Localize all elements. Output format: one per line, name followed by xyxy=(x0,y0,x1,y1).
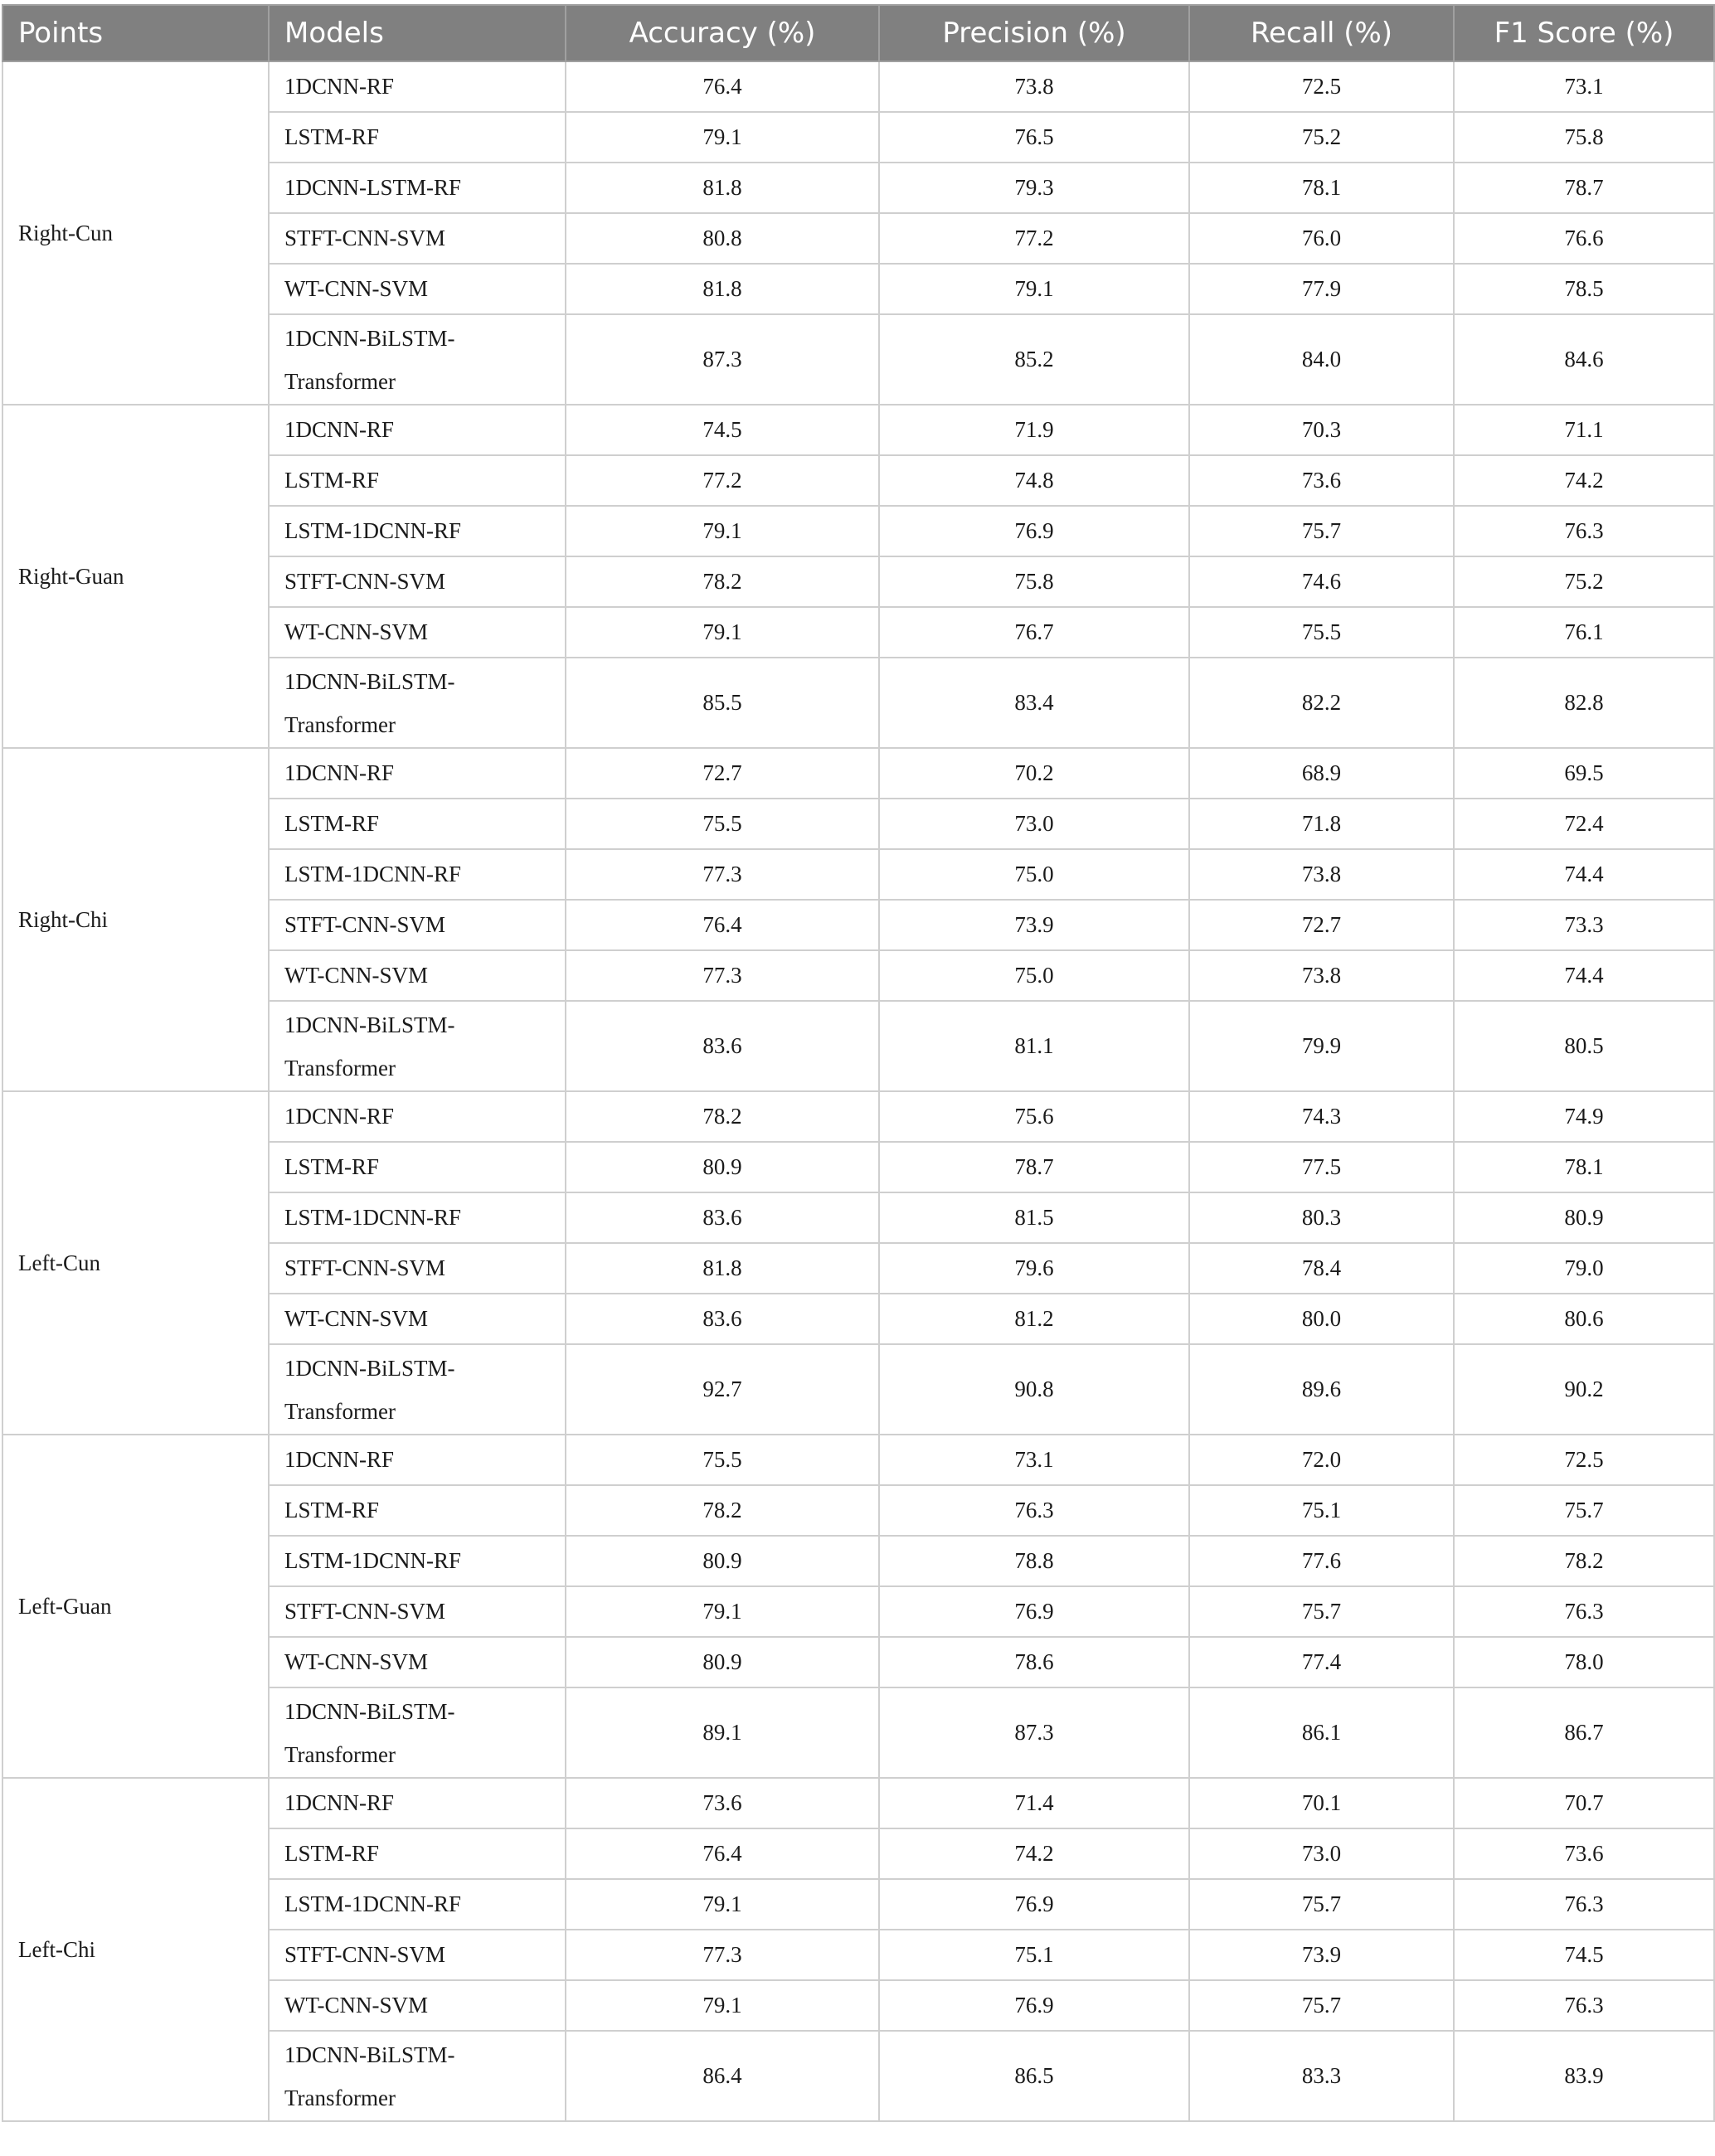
f1-score-cell: 74.4 xyxy=(1454,950,1714,1001)
recall-cell: 72.0 xyxy=(1189,1435,1454,1485)
model-cell xyxy=(269,506,566,556)
precision-cell: 74.8 xyxy=(879,455,1189,506)
header-points: Points xyxy=(2,5,269,61)
f1-score-cell: 80.9 xyxy=(1454,1192,1714,1243)
model-name: 1DCNN-RF xyxy=(284,417,395,442)
model-cell xyxy=(269,900,566,950)
model-name: 1DCNN-BiLSTM-Transformer xyxy=(284,1698,455,1767)
recall-cell: 80.0 xyxy=(1189,1294,1454,1344)
f1-score-cell: 73.3 xyxy=(1454,900,1714,950)
precision-cell: 76.9 xyxy=(879,1879,1189,1930)
accuracy-cell: 89.1 xyxy=(566,1687,879,1778)
accuracy-cell: 80.8 xyxy=(566,213,879,264)
recall-cell: 77.6 xyxy=(1189,1536,1454,1586)
model-cell xyxy=(269,1435,566,1485)
model-name: STFT-CNN-SVM xyxy=(284,1942,446,1967)
accuracy-cell: 77.2 xyxy=(566,455,879,506)
f1-score-cell: 73.6 xyxy=(1454,1828,1714,1879)
recall-cell: 80.3 xyxy=(1189,1192,1454,1243)
precision-cell: 76.7 xyxy=(879,607,1189,658)
recall-cell: 73.9 xyxy=(1189,1930,1454,1980)
model-name: WT-CNN-SVM xyxy=(284,1649,429,1674)
results-table xyxy=(2,4,1715,2122)
table-row xyxy=(2,405,1714,455)
precision-cell: 76.9 xyxy=(879,506,1189,556)
model-name: 1DCNN-RF xyxy=(284,1447,395,1472)
f1-score-cell: 72.4 xyxy=(1454,799,1714,849)
model-cell xyxy=(269,1778,566,1828)
model-name: WT-CNN-SVM xyxy=(284,276,429,301)
f1-score-cell: 75.2 xyxy=(1454,556,1714,607)
recall-cell: 73.0 xyxy=(1189,1828,1454,1879)
accuracy-cell: 78.2 xyxy=(566,1091,879,1142)
recall-cell: 78.4 xyxy=(1189,1243,1454,1294)
precision-cell: 85.2 xyxy=(879,314,1189,405)
model-cell xyxy=(269,1930,566,1980)
accuracy-cell: 72.7 xyxy=(566,748,879,799)
accuracy-cell: 83.6 xyxy=(566,1001,879,1091)
precision-cell: 79.1 xyxy=(879,264,1189,314)
accuracy-cell: 81.8 xyxy=(566,163,879,213)
model-cell xyxy=(269,1001,566,1091)
accuracy-cell: 77.3 xyxy=(566,950,879,1001)
model-cell xyxy=(269,607,566,658)
recall-cell: 79.9 xyxy=(1189,1001,1454,1091)
model-cell xyxy=(269,849,566,900)
accuracy-cell: 87.3 xyxy=(566,314,879,405)
recall-cell: 75.7 xyxy=(1189,1980,1454,2031)
model-cell xyxy=(269,1142,566,1192)
model-name: WT-CNN-SVM xyxy=(284,963,429,988)
precision-cell: 78.7 xyxy=(879,1142,1189,1192)
precision-cell: 79.6 xyxy=(879,1243,1189,1294)
model-cell xyxy=(269,1536,566,1586)
recall-cell: 84.0 xyxy=(1189,314,1454,405)
recall-cell: 76.0 xyxy=(1189,213,1454,264)
header-models: Models xyxy=(269,5,566,61)
f1-score-cell: 76.6 xyxy=(1454,213,1714,264)
accuracy-cell: 86.4 xyxy=(566,2031,879,2121)
precision-cell: 74.2 xyxy=(879,1828,1189,1879)
f1-score-cell: 73.1 xyxy=(1454,61,1714,112)
f1-score-cell: 83.9 xyxy=(1454,2031,1714,2121)
recall-cell: 74.3 xyxy=(1189,1091,1454,1142)
model-cell xyxy=(269,1485,566,1536)
model-cell xyxy=(269,1828,566,1879)
accuracy-cell: 78.2 xyxy=(566,1485,879,1536)
f1-score-cell: 72.5 xyxy=(1454,1435,1714,1485)
precision-cell: 70.2 xyxy=(879,748,1189,799)
recall-cell: 72.5 xyxy=(1189,61,1454,112)
precision-cell: 73.8 xyxy=(879,61,1189,112)
model-cell xyxy=(269,163,566,213)
recall-cell: 74.6 xyxy=(1189,556,1454,607)
model-cell xyxy=(269,314,566,405)
accuracy-cell: 79.1 xyxy=(566,1879,879,1930)
model-name: STFT-CNN-SVM xyxy=(284,1599,446,1624)
model-name: WT-CNN-SVM xyxy=(284,1306,429,1331)
accuracy-cell: 81.8 xyxy=(566,1243,879,1294)
accuracy-cell: 78.2 xyxy=(566,556,879,607)
recall-cell: 83.3 xyxy=(1189,2031,1454,2121)
recall-cell: 73.8 xyxy=(1189,849,1454,900)
accuracy-cell: 79.1 xyxy=(566,112,879,163)
recall-cell: 73.6 xyxy=(1189,455,1454,506)
f1-score-cell: 78.1 xyxy=(1454,1142,1714,1192)
model-name: STFT-CNN-SVM xyxy=(284,1255,446,1280)
point-cell: Left-Guan xyxy=(2,1435,269,1778)
f1-score-cell: 80.5 xyxy=(1454,1001,1714,1091)
model-name: LSTM-1DCNN-RF xyxy=(284,1548,462,1573)
model-name: LSTM-1DCNN-RF xyxy=(284,1891,462,1916)
f1-score-cell: 69.5 xyxy=(1454,748,1714,799)
f1-score-cell: 75.8 xyxy=(1454,112,1714,163)
recall-cell: 78.1 xyxy=(1189,163,1454,213)
model-name: STFT-CNN-SVM xyxy=(284,912,446,937)
f1-score-cell: 71.1 xyxy=(1454,405,1714,455)
model-name: WT-CNN-SVM xyxy=(284,1993,429,2018)
accuracy-cell: 92.7 xyxy=(566,1344,879,1435)
model-name: STFT-CNN-SVM xyxy=(284,569,446,594)
model-cell xyxy=(269,748,566,799)
precision-cell: 71.4 xyxy=(879,1778,1189,1828)
header-recall: Recall (%) xyxy=(1189,5,1454,61)
model-cell xyxy=(269,1243,566,1294)
recall-cell: 71.8 xyxy=(1189,799,1454,849)
precision-cell: 76.9 xyxy=(879,1980,1189,2031)
f1-score-cell: 70.7 xyxy=(1454,1778,1714,1828)
accuracy-cell: 75.5 xyxy=(566,799,879,849)
accuracy-cell: 79.1 xyxy=(566,1586,879,1637)
table-row xyxy=(2,1091,1714,1142)
f1-score-cell: 79.0 xyxy=(1454,1243,1714,1294)
recall-cell: 89.6 xyxy=(1189,1344,1454,1435)
accuracy-cell: 74.5 xyxy=(566,405,879,455)
model-cell xyxy=(269,213,566,264)
recall-cell: 77.9 xyxy=(1189,264,1454,314)
model-cell xyxy=(269,1637,566,1687)
precision-cell: 81.2 xyxy=(879,1294,1189,1344)
precision-cell: 75.8 xyxy=(879,556,1189,607)
accuracy-cell: 76.4 xyxy=(566,900,879,950)
f1-score-cell: 74.9 xyxy=(1454,1091,1714,1142)
model-cell xyxy=(269,799,566,849)
recall-cell: 75.5 xyxy=(1189,607,1454,658)
point-cell: Right-Cun xyxy=(2,61,269,405)
model-cell xyxy=(269,1586,566,1637)
model-cell xyxy=(269,1192,566,1243)
f1-score-cell: 74.5 xyxy=(1454,1930,1714,1980)
accuracy-cell: 75.5 xyxy=(566,1435,879,1485)
accuracy-cell: 79.1 xyxy=(566,607,879,658)
model-name: 1DCNN-LSTM-RF xyxy=(284,175,462,200)
f1-score-cell: 75.7 xyxy=(1454,1485,1714,1536)
precision-cell: 71.9 xyxy=(879,405,1189,455)
model-cell xyxy=(269,658,566,748)
model-name: 1DCNN-RF xyxy=(284,74,395,99)
precision-cell: 75.1 xyxy=(879,1930,1189,1980)
model-name: LSTM-RF xyxy=(284,468,380,493)
model-cell xyxy=(269,1294,566,1344)
model-cell xyxy=(269,61,566,112)
accuracy-cell: 77.3 xyxy=(566,849,879,900)
model-name: 1DCNN-RF xyxy=(284,1790,395,1815)
accuracy-cell: 79.1 xyxy=(566,506,879,556)
precision-cell: 75.6 xyxy=(879,1091,1189,1142)
model-name: 1DCNN-BiLSTM-Transformer xyxy=(284,2042,455,2110)
model-cell xyxy=(269,1091,566,1142)
model-name: WT-CNN-SVM xyxy=(284,619,429,644)
accuracy-cell: 83.6 xyxy=(566,1192,879,1243)
precision-cell: 90.8 xyxy=(879,1344,1189,1435)
table-row xyxy=(2,1778,1714,1828)
recall-cell: 86.1 xyxy=(1189,1687,1454,1778)
precision-cell: 73.0 xyxy=(879,799,1189,849)
model-name: LSTM-RF xyxy=(284,1498,380,1522)
f1-score-cell: 74.4 xyxy=(1454,849,1714,900)
model-name: LSTM-RF xyxy=(284,1154,380,1179)
f1-score-cell: 74.2 xyxy=(1454,455,1714,506)
f1-score-cell: 84.6 xyxy=(1454,314,1714,405)
precision-cell: 81.5 xyxy=(879,1192,1189,1243)
f1-score-cell: 78.2 xyxy=(1454,1536,1714,1586)
table-body xyxy=(2,61,1714,2121)
precision-cell: 86.5 xyxy=(879,2031,1189,2121)
model-name: LSTM-1DCNN-RF xyxy=(284,1205,462,1230)
table-header xyxy=(2,5,1714,61)
f1-score-cell: 76.3 xyxy=(1454,1980,1714,2031)
recall-cell: 75.7 xyxy=(1189,1879,1454,1930)
header-f1-score: F1 Score (%) xyxy=(1454,5,1714,61)
model-name: LSTM-1DCNN-RF xyxy=(284,518,462,543)
recall-cell: 73.8 xyxy=(1189,950,1454,1001)
recall-cell: 82.2 xyxy=(1189,658,1454,748)
model-cell xyxy=(269,556,566,607)
table-row xyxy=(2,748,1714,799)
precision-cell: 75.0 xyxy=(879,950,1189,1001)
f1-score-cell: 90.2 xyxy=(1454,1344,1714,1435)
model-name: LSTM-RF xyxy=(284,124,380,149)
precision-cell: 75.0 xyxy=(879,849,1189,900)
model-name: 1DCNN-RF xyxy=(284,760,395,785)
precision-cell: 76.9 xyxy=(879,1586,1189,1637)
model-cell xyxy=(269,1980,566,2031)
model-name: 1DCNN-BiLSTM-Transformer xyxy=(284,325,455,394)
model-name: STFT-CNN-SVM xyxy=(284,226,446,250)
model-cell xyxy=(269,2031,566,2121)
recall-cell: 70.3 xyxy=(1189,405,1454,455)
f1-score-cell: 78.7 xyxy=(1454,163,1714,213)
accuracy-cell: 80.9 xyxy=(566,1142,879,1192)
table-row xyxy=(2,61,1714,112)
model-cell xyxy=(269,405,566,455)
model-cell xyxy=(269,950,566,1001)
model-name: 1DCNN-RF xyxy=(284,1104,395,1129)
precision-cell: 83.4 xyxy=(879,658,1189,748)
accuracy-cell: 77.3 xyxy=(566,1930,879,1980)
model-cell xyxy=(269,1687,566,1778)
f1-score-cell: 78.0 xyxy=(1454,1637,1714,1687)
accuracy-cell: 73.6 xyxy=(566,1778,879,1828)
precision-cell: 77.2 xyxy=(879,213,1189,264)
recall-cell: 75.2 xyxy=(1189,112,1454,163)
f1-score-cell: 76.1 xyxy=(1454,607,1714,658)
model-name: 1DCNN-BiLSTM-Transformer xyxy=(284,668,455,737)
accuracy-cell: 80.9 xyxy=(566,1536,879,1586)
recall-cell: 70.1 xyxy=(1189,1778,1454,1828)
f1-score-cell: 76.3 xyxy=(1454,1586,1714,1637)
header-precision: Precision (%) xyxy=(879,5,1189,61)
precision-cell: 78.8 xyxy=(879,1536,1189,1586)
precision-cell: 76.3 xyxy=(879,1485,1189,1536)
point-cell: Right-Chi xyxy=(2,748,269,1091)
accuracy-cell: 76.4 xyxy=(566,1828,879,1879)
f1-score-cell: 86.7 xyxy=(1454,1687,1714,1778)
recall-cell: 77.4 xyxy=(1189,1637,1454,1687)
model-name: LSTM-RF xyxy=(284,811,380,836)
model-cell xyxy=(269,112,566,163)
model-cell xyxy=(269,1344,566,1435)
recall-cell: 72.7 xyxy=(1189,900,1454,950)
model-cell xyxy=(269,264,566,314)
precision-cell: 87.3 xyxy=(879,1687,1189,1778)
model-name: 1DCNN-BiLSTM-Transformer xyxy=(284,1355,455,1424)
precision-cell: 81.1 xyxy=(879,1001,1189,1091)
f1-score-cell: 76.3 xyxy=(1454,506,1714,556)
model-cell xyxy=(269,455,566,506)
precision-cell: 73.9 xyxy=(879,900,1189,950)
f1-score-cell: 76.3 xyxy=(1454,1879,1714,1930)
recall-cell: 75.7 xyxy=(1189,506,1454,556)
point-cell: Left-Chi xyxy=(2,1778,269,2121)
accuracy-cell: 79.1 xyxy=(566,1980,879,2031)
header-accuracy: Accuracy (%) xyxy=(566,5,879,61)
f1-score-cell: 80.6 xyxy=(1454,1294,1714,1344)
table-row xyxy=(2,1435,1714,1485)
point-cell: Right-Guan xyxy=(2,405,269,748)
recall-cell: 75.1 xyxy=(1189,1485,1454,1536)
model-cell xyxy=(269,1879,566,1930)
accuracy-cell: 85.5 xyxy=(566,658,879,748)
accuracy-cell: 76.4 xyxy=(566,61,879,112)
precision-cell: 79.3 xyxy=(879,163,1189,213)
recall-cell: 68.9 xyxy=(1189,748,1454,799)
precision-cell: 73.1 xyxy=(879,1435,1189,1485)
accuracy-cell: 83.6 xyxy=(566,1294,879,1344)
recall-cell: 75.7 xyxy=(1189,1586,1454,1637)
f1-score-cell: 82.8 xyxy=(1454,658,1714,748)
accuracy-cell: 80.9 xyxy=(566,1637,879,1687)
f1-score-cell: 78.5 xyxy=(1454,264,1714,314)
model-name: LSTM-RF xyxy=(284,1841,380,1866)
point-cell: Left-Cun xyxy=(2,1091,269,1435)
precision-cell: 76.5 xyxy=(879,112,1189,163)
model-name: 1DCNN-BiLSTM-Transformer xyxy=(284,1012,455,1080)
recall-cell: 77.5 xyxy=(1189,1142,1454,1192)
precision-cell: 78.6 xyxy=(879,1637,1189,1687)
accuracy-cell: 81.8 xyxy=(566,264,879,314)
model-name: LSTM-1DCNN-RF xyxy=(284,862,462,886)
header-row xyxy=(2,5,1714,61)
